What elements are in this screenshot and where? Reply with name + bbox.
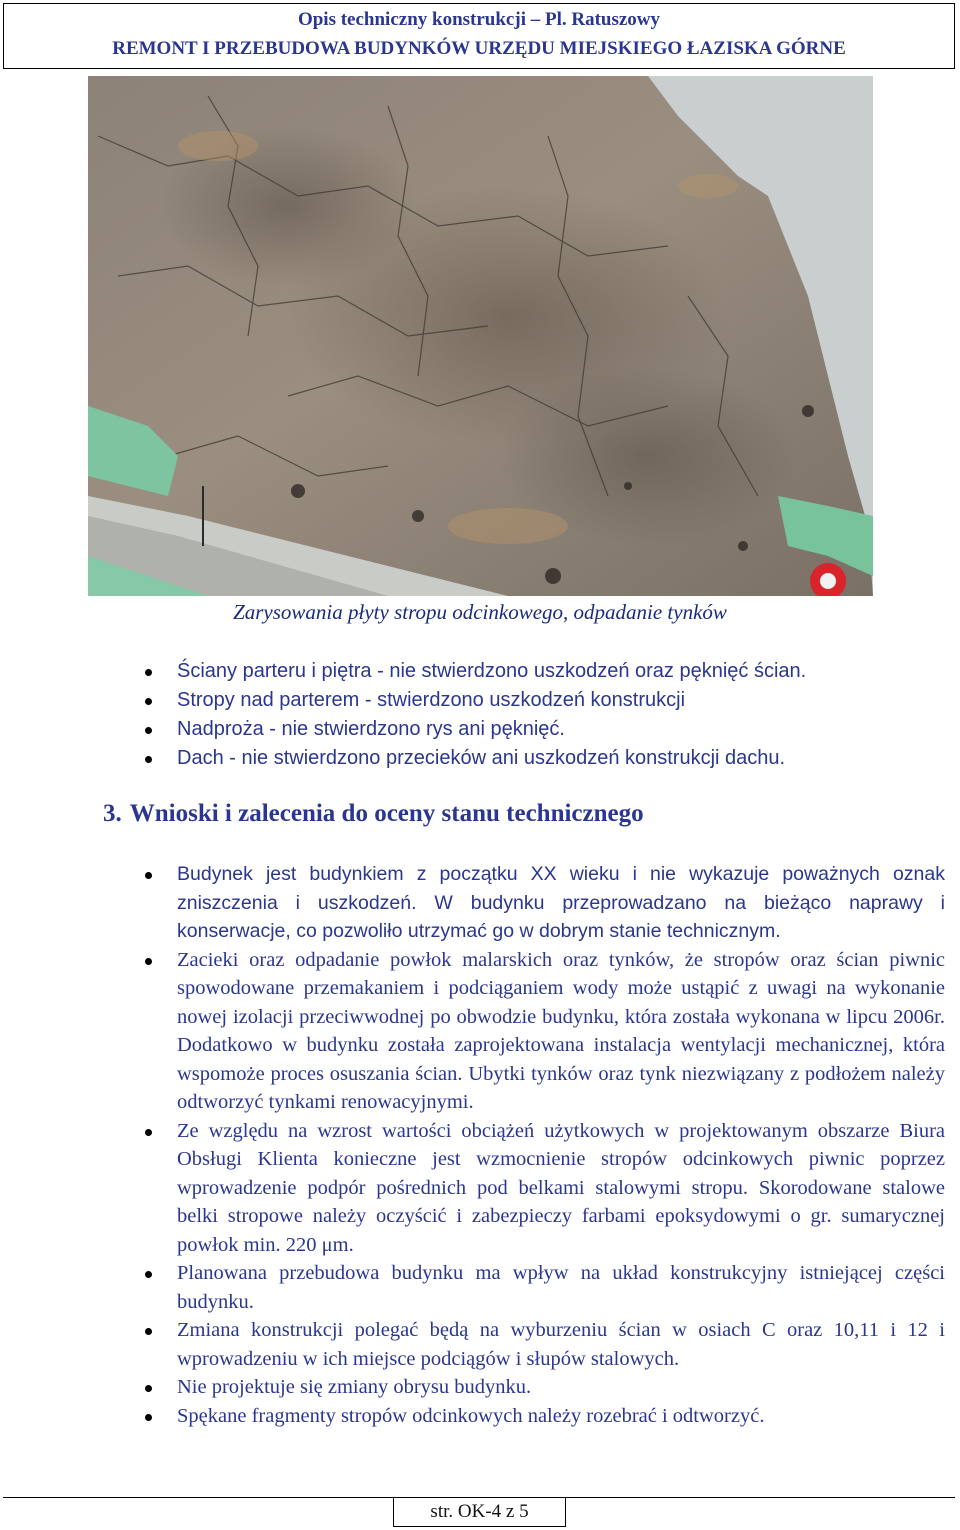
page-number: str. OK-4 z 5 <box>393 1497 566 1527</box>
conclusions-list <box>177 860 945 1430</box>
list-item: Ściany parteru i piętra - nie stwierdzono uszkodzeń oraz pęknięć ścian. <box>177 657 947 686</box>
photo-caption: Zarysowania płyty stropu odcinkowego, odpadanie tynków <box>233 600 727 624</box>
section-title: Wnioski i zalecenia do oceny stanu technicznego <box>129 800 644 827</box>
list-item: Stropy nad parterem - stwierdzono uszkodzeń konstrukcji <box>177 686 947 715</box>
list-item: Spękane fragmenty stropów odcinkowych należy rozebrać i odtworzyć. <box>177 1402 945 1431</box>
list-item: Dach - nie stwierdzono przecieków ani uszkodzeń konstrukcji dachu. <box>177 744 947 773</box>
section-heading <box>103 800 644 828</box>
findings-list <box>177 657 947 773</box>
list-item: Budynek jest budynkiem z początku XX wieku i nie wykazuje poważnych oznak zniszczenia i uszkodzeń. W budynku przeprowadzano na bieżąco naprawy i konserwacje, co pozwoliło utrzymać go w dobrym stanie technicznym. <box>177 860 945 946</box>
list-item: Nadproża - nie stwierdzono rys ani pęknięć. <box>177 715 947 744</box>
ceiling-damage-photo <box>88 76 873 596</box>
header-title: Opis techniczny konstrukcji – Pl. Ratuszowy <box>297 9 661 30</box>
page-header <box>3 3 955 69</box>
list-item: Nie projektuje się zmiany obrysu budynku. <box>177 1373 945 1402</box>
header-project: REMONT I PRZEBUDOWA BUDYNKÓW URZĘDU MIEJSKIEGO ŁAZISKA GÓRNE <box>112 38 846 59</box>
list-item: Zmiana konstrukcji polegać będą na wyburzeniu ścian w osiach C oraz 10,11 i 12 i wprowadzeniu w ich miejsce podciągów i słupów stalowych. <box>177 1316 945 1373</box>
list-item: Planowana przebudowa budynku ma wpływ na układ konstrukcyjny istniejącej części budynku. <box>177 1259 945 1316</box>
list-item: Zacieki oraz odpadanie powłok malarskich oraz tynków, że stropów oraz ścian piwnic spowodowane przemakaniem i podciąganiem wody może ustąpić z uwagi na wykonanie nowej izolacji przeciwwodnej po obwodzie budynku, która została wykonana w lipcu 2006r. Dodatkowo w budynku została zaprojektowana instalacja wentylacji mechanicznej, która wspomoże proces osuszania ścian. Ubytki tynków oraz tynk niezwiązany z podłożem należy odtworzyć tynkami renowacyjnymi. <box>177 946 945 1117</box>
list-item: Ze względu na wzrost wartości obciążeń użytkowych w projektowanym obszarze Biura Obsługi Klienta konieczne jest wzmocnienie stropów odcinkowych piwnic poprzez wprowadzenie podpór pośrednich pod belkami stalowymi stropu. Skorodowane stalowe belki stropowe należy oczyścić i zabezpieczy farbami epoksydowymi o gr. sumarycznej powłok min. 220 μm. <box>177 1117 945 1260</box>
section-number: 3. <box>103 800 122 827</box>
